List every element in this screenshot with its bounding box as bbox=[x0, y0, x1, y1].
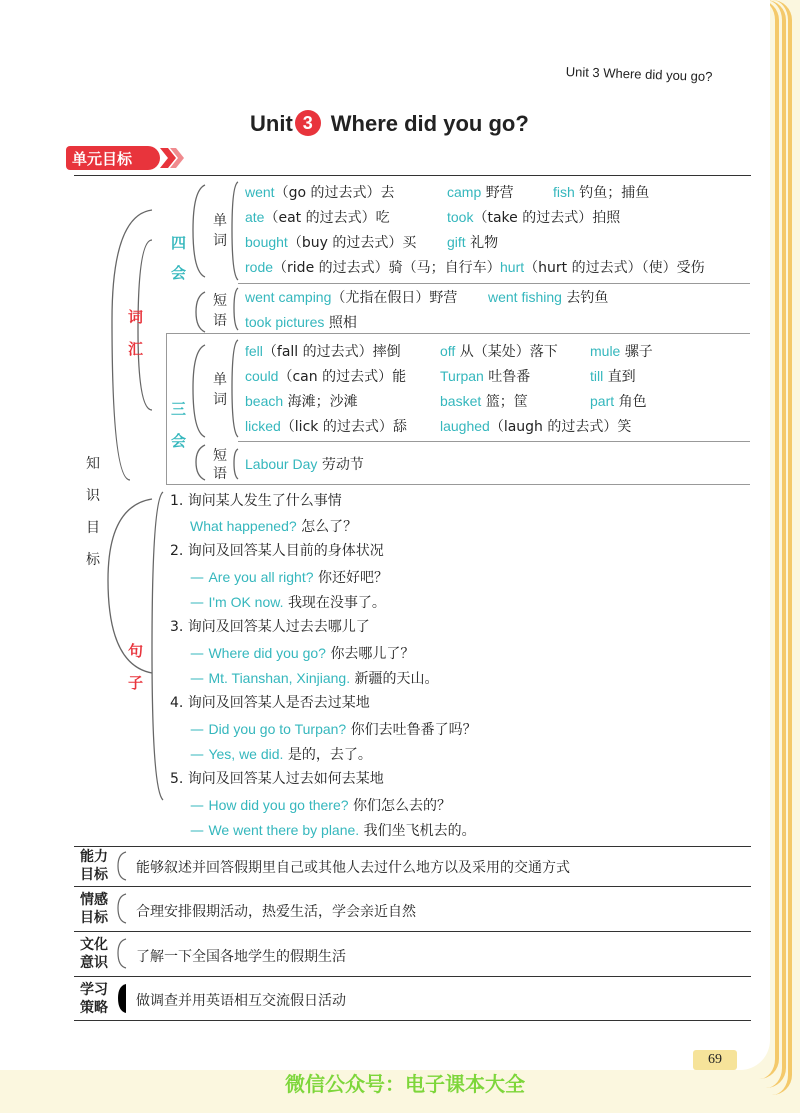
knowledge-goal-label-3: 目 bbox=[86, 520, 100, 536]
page-number: 69 bbox=[693, 1050, 737, 1070]
strategy-text: 做调查并用英语相互交流假日活动 bbox=[136, 993, 346, 1009]
vocab-item: hurt（hurt 的过去式）（使）受伤 bbox=[500, 259, 705, 276]
vocab-item: basket 篮；筐 bbox=[440, 393, 528, 410]
ability-goal-text: 能够叙述并回答假期里自己或其他人去过什么地方以及采用的交通方式 bbox=[136, 860, 570, 876]
three-word-label-2: 词 bbox=[213, 392, 227, 408]
vocab-item: took（take 的过去式）拍照 bbox=[447, 209, 621, 226]
section-tag-label: 单元目标 bbox=[72, 150, 133, 168]
vocab-item: fell（fall 的过去式）摔倒 bbox=[245, 343, 401, 360]
title-unit-word: Unit bbox=[250, 111, 293, 136]
emotion-goal-label: 情感 目标 bbox=[80, 892, 108, 926]
vocab-item: part 角色 bbox=[590, 393, 647, 410]
ability-goal-label: 能力 目标 bbox=[80, 849, 108, 883]
four-label-1: 四 bbox=[171, 234, 187, 252]
sentence-line: — We went there by plane. 我们坐飞机去的。 bbox=[190, 822, 476, 839]
vocab-item: licked（lick 的过去式）舔 bbox=[245, 418, 407, 435]
phrase-item: took pictures 照相 bbox=[245, 314, 357, 331]
vocab-item: Turpan 吐鲁番 bbox=[440, 368, 531, 385]
emotion-goal-text: 合理安排假期活动，热爱生活，学会亲近自然 bbox=[136, 904, 416, 920]
vocab-item: mule 骡子 bbox=[590, 343, 653, 360]
four-word-label-2: 词 bbox=[213, 233, 227, 249]
vocab-item: till 直到 bbox=[590, 368, 636, 385]
sentence-line: — Yes, we did. 是的，去了。 bbox=[190, 746, 372, 763]
title-unit-number-badge: 3 bbox=[295, 110, 321, 136]
sentence-topic-5: 5. 询问及回答某人过去如何去某地 bbox=[170, 771, 384, 787]
sentence-line: — Are you all right? 你还好吧？ bbox=[190, 569, 388, 586]
vocab-item: rode（ride 的过去式）骑（马；自行车） bbox=[245, 259, 501, 276]
vocab-item: fish 钓鱼；捕鱼 bbox=[553, 184, 650, 201]
three-label-1: 三 bbox=[171, 400, 187, 418]
vocab-item: gift 礼物 bbox=[447, 234, 499, 251]
sentence-topic-1: 1. 询问某人发生了什么事情 bbox=[170, 493, 342, 509]
sentence-label-1: 句 bbox=[128, 642, 144, 660]
knowledge-goal-label-2: 识 bbox=[86, 488, 100, 504]
watermark: 微信公众号：电子课本大全 bbox=[285, 1072, 525, 1096]
culture-text: 了解一下全国各地学生的假期生活 bbox=[136, 949, 346, 965]
sentence-line: — How did you go there? 你们怎么去的？ bbox=[190, 797, 451, 814]
three-phrase-label-2: 语 bbox=[213, 466, 227, 482]
vocab-item: laughed（laugh 的过去式）笑 bbox=[440, 418, 632, 435]
vocab-label-2: 汇 bbox=[128, 340, 144, 358]
four-phrase-label-1: 短 bbox=[213, 293, 227, 309]
sentence-topic-3: 3. 询问及回答某人过去去哪儿了 bbox=[170, 619, 370, 635]
strategy-label: 学习 策略 bbox=[80, 982, 108, 1016]
phrase-item: Labour Day 劳动节 bbox=[245, 456, 364, 473]
three-word-label-1: 单 bbox=[213, 372, 227, 388]
four-label-2: 会 bbox=[171, 264, 187, 282]
sentence-label-2: 子 bbox=[128, 674, 144, 692]
vocab-item: could（can 的过去式）能 bbox=[245, 368, 407, 385]
culture-label: 文化 意识 bbox=[80, 937, 108, 971]
sentence-line: What happened? 怎么了？ bbox=[190, 518, 358, 535]
sentence-topic-4: 4. 询问及回答某人是否去过某地 bbox=[170, 695, 370, 711]
sentence-line: — Did you go to Turpan? 你们去吐鲁番了吗？ bbox=[190, 721, 477, 738]
sentence-line: — I'm OK now. 我现在没事了。 bbox=[190, 594, 386, 611]
sentence-topic-2: 2. 询问及回答某人目前的身体状况 bbox=[170, 543, 384, 559]
vocab-item: went（go 的过去式）去 bbox=[245, 184, 395, 201]
four-word-label-1: 单 bbox=[213, 213, 227, 229]
phrase-item: went camping（尤指在假日）野营 bbox=[245, 289, 458, 306]
running-header: Unit 3 Where did you go? bbox=[565, 64, 713, 85]
knowledge-goal-label-1: 知 bbox=[86, 456, 100, 472]
three-phrase-label-1: 短 bbox=[213, 448, 227, 464]
vocab-item: beach 海滩；沙滩 bbox=[245, 393, 358, 410]
phrase-item: went fishing 去钓鱼 bbox=[488, 289, 609, 306]
vocab-label-1: 词 bbox=[128, 308, 144, 326]
vocab-item: bought（buy 的过去式）买 bbox=[245, 234, 417, 251]
three-label-2: 会 bbox=[171, 432, 187, 450]
sentence-line: — Where did you go? 你去哪儿了？ bbox=[190, 645, 415, 662]
four-phrase-label-2: 语 bbox=[213, 313, 227, 329]
vocab-item: off 从（某处）落下 bbox=[440, 343, 558, 360]
sentence-line: — Mt. Tianshan, Xinjiang. 新疆的天山。 bbox=[190, 670, 439, 687]
vocab-item: camp 野营 bbox=[447, 184, 514, 201]
title-text: Where did you go? bbox=[330, 111, 529, 136]
vocab-item: ate（eat 的过去式）吃 bbox=[245, 209, 390, 226]
knowledge-goal-label-4: 标 bbox=[86, 552, 100, 568]
